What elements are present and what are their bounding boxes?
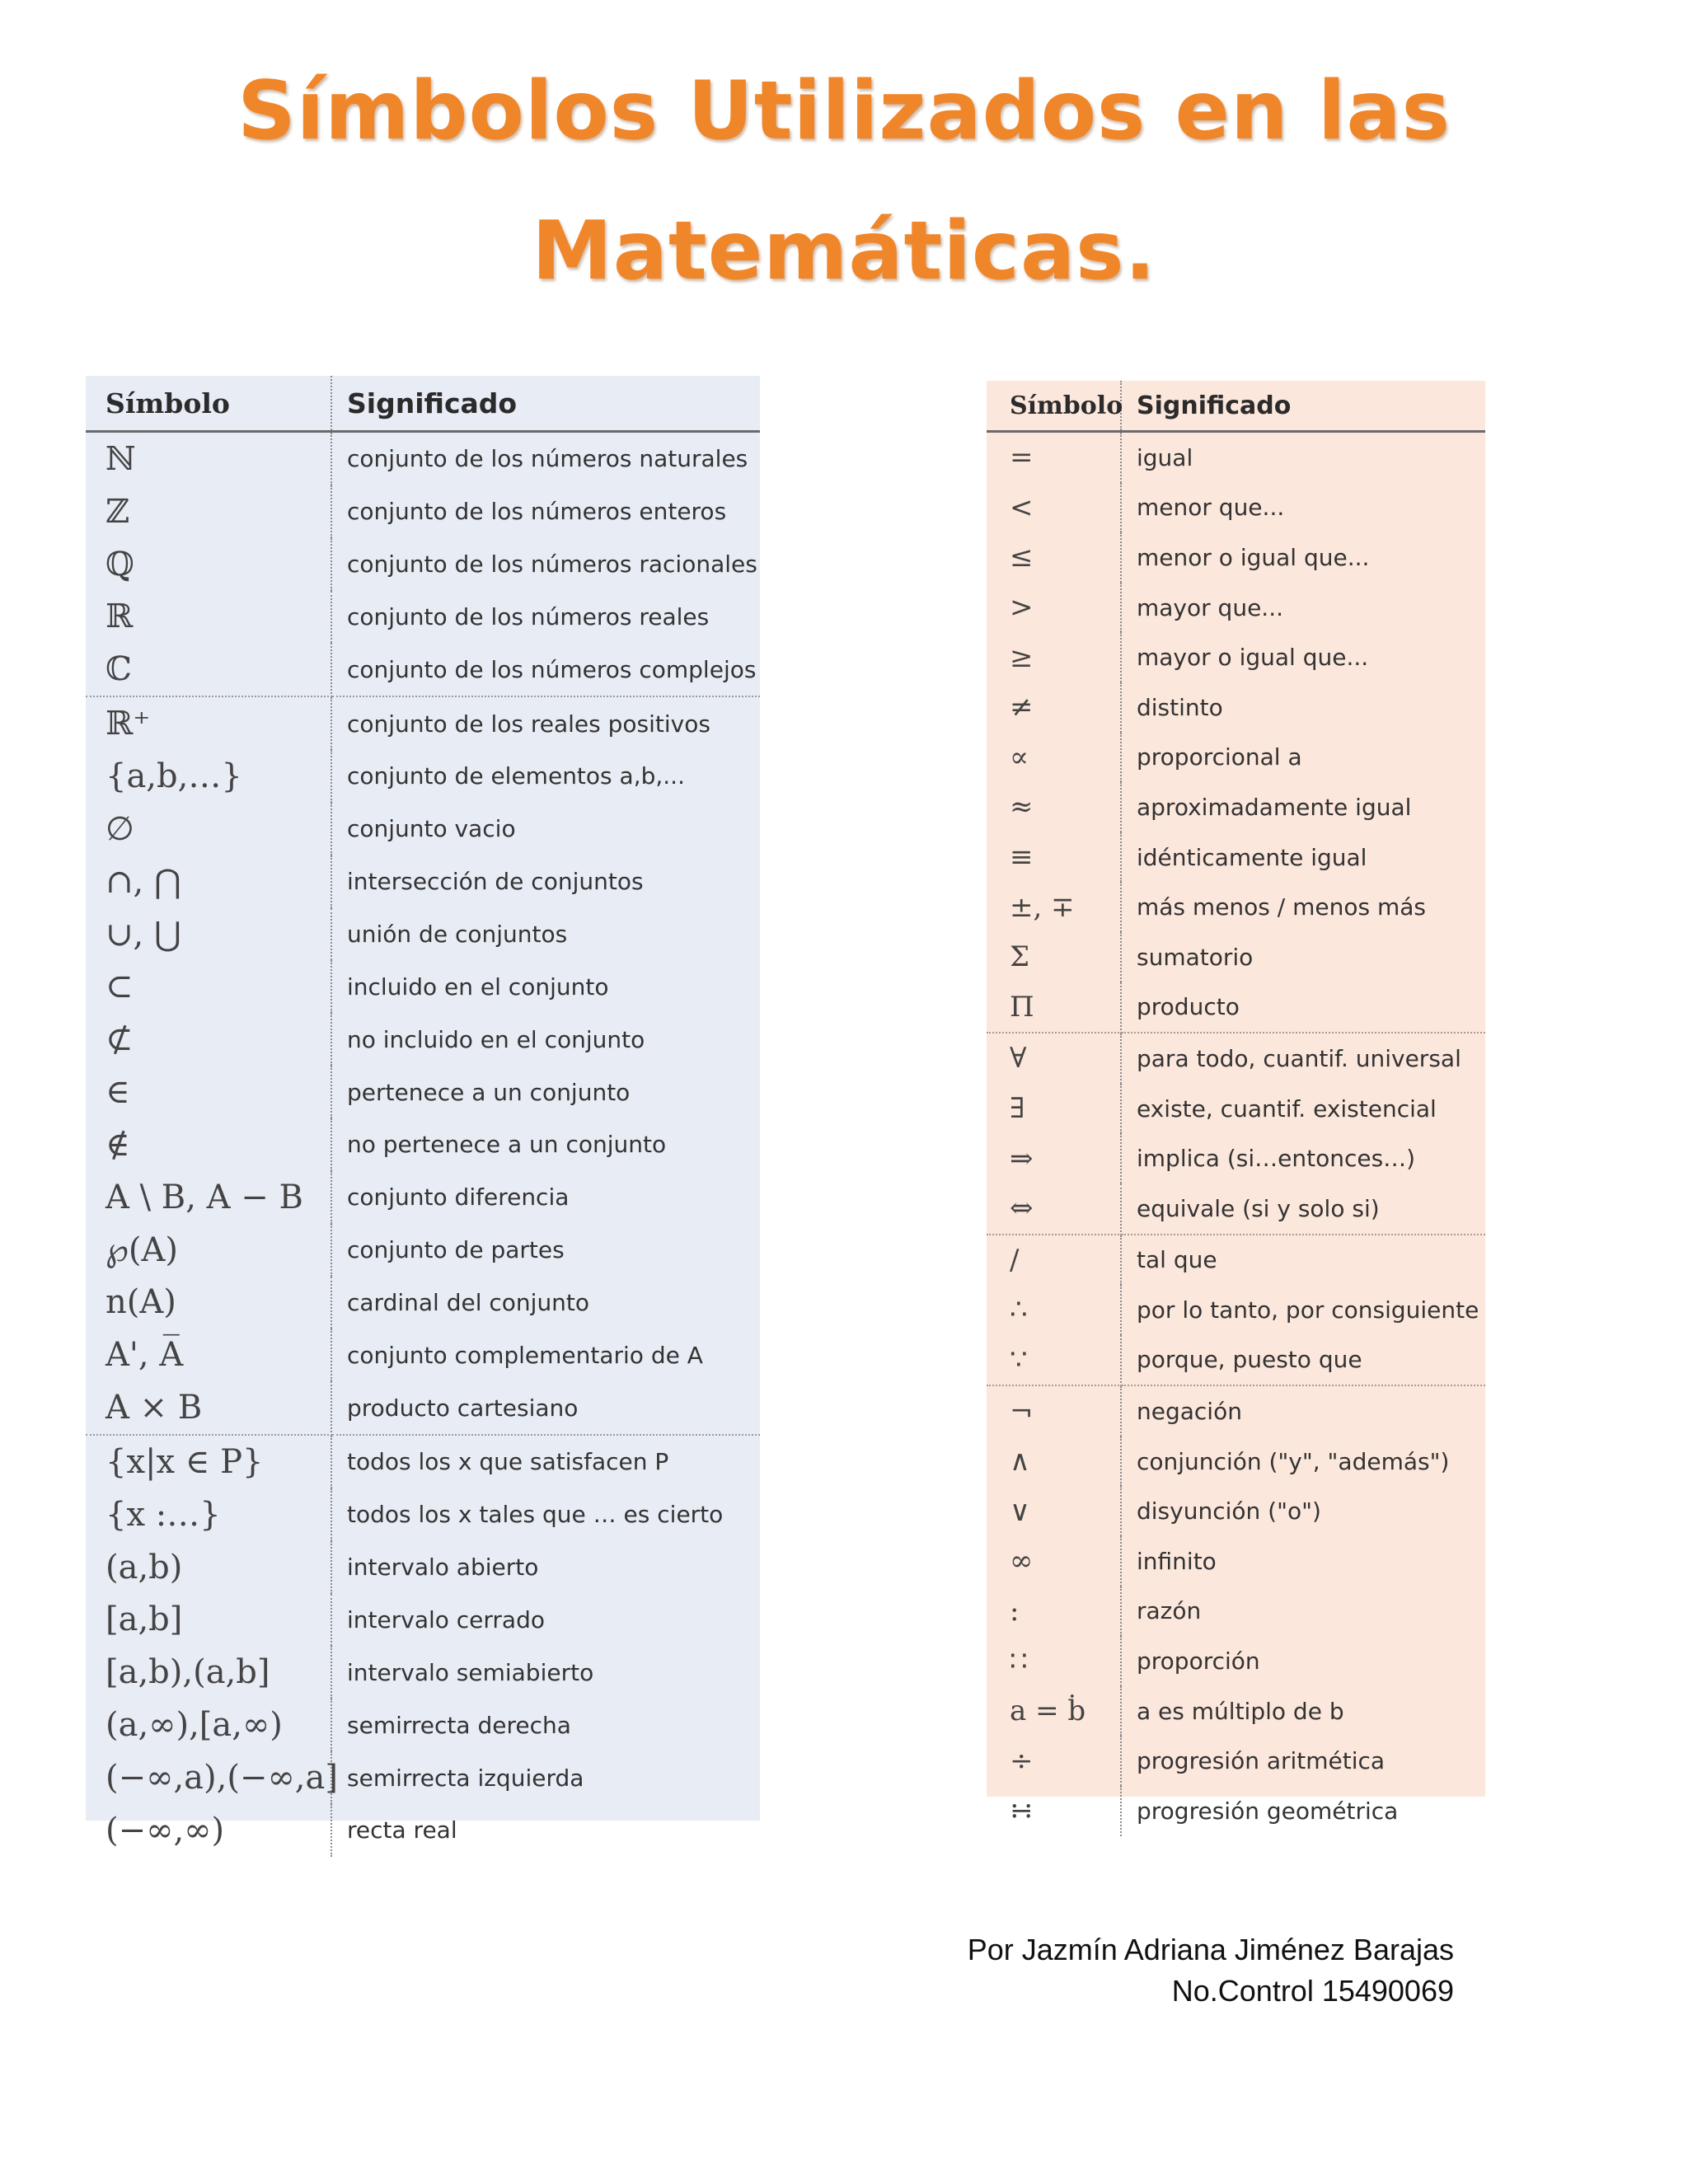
symbol-cell: ∃: [987, 1084, 1121, 1134]
table-row: [86, 1171, 760, 1224]
symbol-cell: ±, ∓: [987, 882, 1121, 932]
symbol-cell: ≈: [987, 782, 1121, 832]
table-row: [987, 733, 1485, 783]
relation-symbols-table-body: [987, 432, 1485, 1836]
table-row: [86, 803, 760, 855]
symbol-cell: ∧: [987, 1436, 1121, 1487]
meaning-cell: conjunto de los números complejos: [331, 643, 760, 696]
table-row: [86, 1277, 760, 1329]
symbol-cell: [a,b),(a,b]: [86, 1646, 331, 1699]
symbol-cell: A \ B, A − B: [86, 1171, 331, 1224]
symbol-cell: (a,b): [86, 1541, 331, 1594]
meaning-cell: distinto: [1137, 693, 1223, 721]
meaning-cell: conjunto de elementos a,b,...: [347, 762, 685, 790]
table-row: [987, 1436, 1485, 1487]
meaning-cell: cardinal del conjunto: [347, 1288, 590, 1316]
meaning-cell: conjunto de los números enteros: [347, 498, 727, 526]
meaning-cell: más menos / menos más: [1137, 893, 1427, 921]
meaning-cell: intervalo cerrado: [347, 1605, 545, 1633]
meaning-cell: disyunción ("o"): [1137, 1497, 1321, 1526]
symbol-cell: ∉: [86, 1118, 331, 1171]
symbol-cell: ∩, ⋂: [86, 855, 331, 908]
meaning-cell: producto: [1121, 982, 1485, 1033]
table-row: [987, 532, 1485, 583]
meaning-cell: conjunto de los números naturales: [347, 445, 748, 473]
meaning-cell: existe, cuantif. existencial: [1137, 1094, 1437, 1122]
meaning-cell: no incluido en el conjunto: [347, 1025, 645, 1053]
table-row: [86, 1699, 760, 1751]
table-row: [86, 485, 760, 538]
meaning-cell: intervalo semiabierto: [347, 1658, 594, 1686]
symbol-cell: ∺: [987, 1786, 1121, 1836]
table-row: [987, 682, 1485, 733]
symbol-cell: ≡: [987, 832, 1121, 883]
table-row: [86, 960, 760, 1013]
table-row: [86, 855, 760, 908]
table-row: [987, 982, 1485, 1033]
meaning-cell: conjunto vacio: [347, 815, 516, 843]
table-row: [987, 1285, 1485, 1335]
table-row: [987, 1736, 1485, 1786]
symbol-cell: ⇔: [987, 1183, 1121, 1235]
symbol-cell: :: [987, 1586, 1121, 1637]
meaning-cell: menor o igual que...: [1137, 543, 1370, 571]
meaning-cell: aproximadamente igual: [1137, 793, 1412, 821]
symbol-cell: ≥: [987, 632, 1121, 682]
table-row: [86, 432, 760, 485]
table-row: [987, 483, 1485, 533]
meaning-cell: semirrecta izquierda: [347, 1764, 584, 1792]
symbol-cell: (−∞,∞): [86, 1804, 331, 1857]
meaning-cell: intersección de conjuntos: [347, 868, 644, 896]
symbol-cell: ∀: [987, 1033, 1121, 1084]
meaning-cell: progresión aritmética: [1137, 1747, 1386, 1775]
meaning-cell: proporcional a: [1137, 743, 1302, 771]
meaning-cell: semirrecta derecha: [347, 1711, 571, 1739]
symbol-cell: ⊄: [86, 1013, 331, 1066]
meaning-cell: todos los x tales que … es cierto: [347, 1501, 724, 1529]
symbol-cell: ℝ: [86, 591, 331, 644]
table-row: [86, 750, 760, 803]
symbol-cell: ℤ: [86, 485, 331, 538]
meaning-cell: incluido en el conjunto: [347, 972, 609, 1001]
meaning-cell: conjunto de partes: [347, 1236, 565, 1264]
table-row: [987, 1686, 1485, 1736]
table-row: [987, 782, 1485, 832]
table-row: [86, 1488, 760, 1541]
table-row: [86, 1646, 760, 1699]
table-row: [86, 1804, 760, 1857]
page-title-line-1: Símbolos Utilizados en las: [237, 64, 1451, 158]
table-row: [987, 1335, 1485, 1386]
table-row: [86, 1329, 760, 1381]
meaning-cell: por lo tanto, por consiguiente: [1137, 1296, 1479, 1324]
meaning-cell: tal que: [1137, 1246, 1217, 1274]
meaning-cell: porque, puesto que: [1121, 1335, 1485, 1386]
symbol-cell: ∪, ⋃: [86, 908, 331, 961]
symbol-cell: ℂ: [86, 643, 331, 696]
meaning-cell: todos los x que satisfacen P: [347, 1448, 669, 1476]
table-row: [86, 1751, 760, 1804]
table-row: [987, 1183, 1485, 1235]
table-row: [86, 1541, 760, 1594]
symbol-cell: ∈: [86, 1066, 331, 1118]
symbol-cell: ℝ⁺: [86, 696, 331, 750]
meaning-cell: infinito: [1137, 1547, 1217, 1575]
set-symbols-table-panel: [86, 376, 760, 1849]
symbol-cell: ∅: [86, 803, 331, 855]
table-row: [86, 1381, 760, 1435]
meaning-cell: conjunto diferencia: [347, 1183, 570, 1212]
symbol-cell: ∝: [987, 733, 1121, 783]
meaning-cell: para todo, cuantif. universal: [1137, 1044, 1461, 1072]
symbol-cell: ℘(A): [86, 1224, 331, 1277]
author-name: Por Jazmín Adriana Jiménez Barajas: [967, 1933, 1454, 1966]
set-symbols-table: [86, 376, 760, 1857]
meaning-column-header: Significado: [347, 387, 518, 419]
symbol-cell: A', A̅: [86, 1329, 331, 1381]
table-row: [987, 832, 1485, 883]
meaning-cell: proporción: [1137, 1647, 1260, 1675]
meaning-cell: negación: [1137, 1398, 1242, 1426]
meaning-cell: conjunto complementario de A: [347, 1341, 703, 1369]
table-row: [987, 1033, 1485, 1084]
symbol-cell: =: [987, 432, 1121, 483]
table-row: [987, 1385, 1485, 1436]
symbol-cell: Σ: [987, 932, 1121, 982]
symbol-cell: {x|x ∈ P}: [86, 1435, 331, 1488]
symbol-column-header: Símbolo: [987, 381, 1121, 432]
table-row: [86, 1013, 760, 1066]
meaning-cell: conjunto de los números reales: [347, 602, 710, 630]
meaning-cell: intervalo abierto: [347, 1554, 539, 1582]
table-row: [987, 1536, 1485, 1586]
meaning-column-header: Significado: [1137, 391, 1292, 420]
table-row: [987, 1636, 1485, 1686]
symbol-cell: ℕ: [86, 432, 331, 485]
table-row: [987, 1133, 1485, 1183]
table-row: [987, 1235, 1485, 1286]
table-row: [987, 1486, 1485, 1536]
symbol-cell: ÷: [987, 1736, 1121, 1786]
meaning-cell: sumatorio: [1137, 943, 1254, 971]
symbol-cell: ℚ: [86, 538, 331, 591]
symbol-column-header: Símbolo: [86, 376, 331, 432]
table-row: [86, 538, 760, 591]
symbol-cell: A × B: [86, 1381, 331, 1435]
symbol-cell: Π: [987, 982, 1121, 1033]
symbol-cell: ∵: [987, 1335, 1121, 1386]
meaning-cell: progresión geométrica: [1137, 1797, 1399, 1825]
symbol-cell: (a,∞),[a,∞): [86, 1699, 331, 1751]
meaning-cell: pertenece a un conjunto: [347, 1078, 631, 1106]
meaning-cell: idénticamente igual: [1137, 843, 1367, 871]
meaning-cell: recta real: [347, 1816, 457, 1844]
meaning-cell: implica (si…entonces…): [1137, 1145, 1416, 1173]
symbol-cell: >: [987, 583, 1121, 633]
table-row: [987, 583, 1485, 633]
table-row: [86, 908, 760, 961]
table-row: [86, 1118, 760, 1171]
meaning-cell: razón: [1137, 1597, 1202, 1625]
table-row: [987, 932, 1485, 982]
table-row: [987, 432, 1485, 483]
symbol-cell: [a,b]: [86, 1594, 331, 1647]
table-header-row: [987, 381, 1485, 432]
table-header-row: [86, 376, 760, 432]
table-row: [86, 643, 760, 696]
symbol-cell: ∞: [987, 1536, 1121, 1586]
table-row: [86, 1066, 760, 1118]
symbol-cell: (−∞,a),(−∞,a]: [86, 1751, 331, 1804]
symbol-cell: ¬: [987, 1385, 1121, 1436]
table-row: [86, 591, 760, 644]
table-row: [987, 882, 1485, 932]
symbol-cell: {a,b,…}: [86, 750, 331, 803]
symbol-cell: ≠: [987, 682, 1121, 733]
meaning-cell: equivale (si y solo si): [1121, 1183, 1485, 1235]
relation-symbols-table-panel: [987, 381, 1485, 1828]
meaning-cell: igual: [1137, 443, 1193, 471]
table-row: [987, 1786, 1485, 1836]
page-title-line-2: Matemáticas.: [532, 204, 1156, 298]
symbol-cell: {x :…}: [86, 1488, 331, 1541]
meaning-cell: conjunción ("y", "además"): [1137, 1447, 1450, 1475]
meaning-cell: producto cartesiano: [331, 1381, 760, 1435]
meaning-cell: mayor o igual que...: [1137, 644, 1369, 672]
meaning-cell: menor que...: [1137, 494, 1285, 522]
meaning-cell: mayor que...: [1137, 593, 1283, 621]
symbol-cell: ⊂: [86, 960, 331, 1013]
relation-symbols-table: [987, 381, 1485, 1836]
symbol-cell: ∴: [987, 1285, 1121, 1335]
table-row: [86, 1594, 760, 1647]
meaning-cell: unión de conjuntos: [347, 921, 568, 949]
table-row: [86, 1224, 760, 1277]
table-row: [86, 1435, 760, 1488]
table-row: [987, 1084, 1485, 1134]
meaning-cell: conjunto de los números racionales: [347, 551, 757, 579]
author-control-number: No.Control 15490069: [1171, 1974, 1454, 2008]
symbol-cell: n(A): [86, 1277, 331, 1329]
symbol-cell: ∨: [987, 1486, 1121, 1536]
symbol-cell: /: [987, 1235, 1121, 1286]
table-row: [987, 1586, 1485, 1637]
symbol-cell: <: [987, 483, 1121, 533]
symbol-cell: ⇒: [987, 1133, 1121, 1183]
meaning-cell: no pertenece a un conjunto: [347, 1131, 667, 1159]
table-row: [86, 696, 760, 750]
meaning-cell: conjunto de los reales positivos: [347, 710, 710, 738]
set-symbols-table-body: [86, 432, 760, 1857]
symbol-cell: ≤: [987, 532, 1121, 583]
table-row: [987, 632, 1485, 682]
meaning-cell: a es múltiplo de b: [1137, 1697, 1344, 1725]
symbol-cell: a = ḃ: [987, 1686, 1121, 1736]
symbol-cell: ∷: [987, 1636, 1121, 1686]
